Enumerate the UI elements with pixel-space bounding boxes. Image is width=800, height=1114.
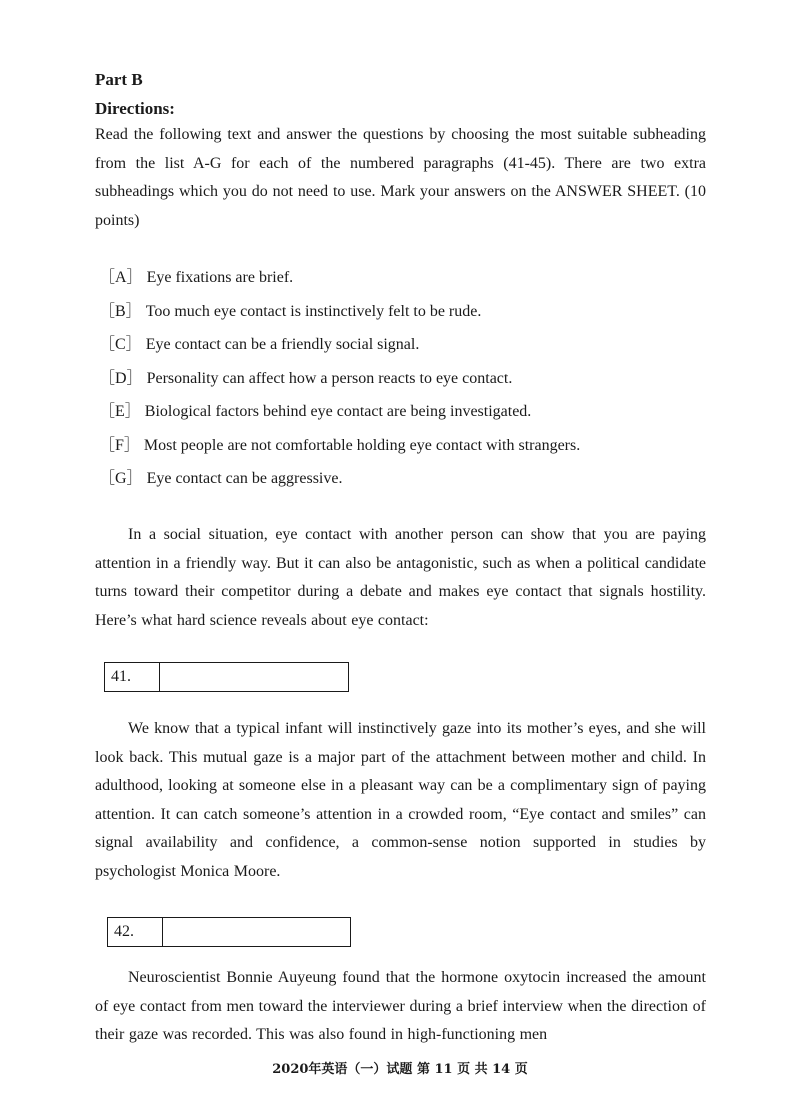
subheading-options bbox=[99, 266, 580, 501]
directions-title: Directions: bbox=[95, 99, 175, 118]
option-a bbox=[99, 266, 580, 300]
option-e bbox=[99, 400, 580, 434]
answer-box-41 bbox=[104, 662, 349, 692]
option-g bbox=[99, 467, 580, 501]
option-b bbox=[99, 300, 580, 334]
answer-box-42 bbox=[107, 917, 351, 947]
option-letter: ［E］ bbox=[99, 403, 141, 420]
answer-slot bbox=[160, 663, 348, 691]
option-f bbox=[99, 434, 580, 468]
option-letter: ［A］ bbox=[99, 269, 143, 286]
option-letter: ［G］ bbox=[99, 470, 143, 487]
part-title: Part B bbox=[95, 70, 143, 89]
option-text: Personality can affect how a person reacts to eye contact. bbox=[146, 369, 513, 387]
option-letter: ［D］ bbox=[99, 369, 143, 387]
directions-text: Read the following text and answer the questions by choosing the most suitable subheading from the list A-G for each of the numbered paragraphs (41-45). There are two extra subheadings which you do not need to use. Mark your answers on the ANSWER SHEET. (10 points) bbox=[95, 126, 706, 229]
option-text: Eye contact can be a friendly social signal. bbox=[145, 336, 420, 353]
paragraph-41: We know that a typical infant will instinctively gaze into its mother’s eyes, and she will look back. This mutual gaze is a major part of the attachment between mother and child. In adulthood, looking at someone else in a pleasant way can be a complimentary sign of paying attention. It can catch someone’s attention in a crowded room, “Eye contact and smiles” can signal availability and confidence, a common-sense notion supported in studies by psychologist Monica Moore. bbox=[95, 720, 706, 880]
answer-box-number: 41. bbox=[105, 663, 160, 691]
option-text: Biological factors behind eye contact are being investigated. bbox=[144, 403, 532, 420]
option-c bbox=[99, 333, 580, 367]
paragraph-42: Neuroscientist Bonnie Auyeung found that the hormone oxytocin increased the amount of eye contact from men toward the interviewer during a brief interview when the direction of their gaze was recorded. This was also found in high-functioning men bbox=[95, 969, 706, 1043]
option-text: Most people are not comfortable holding eye contact with strangers. bbox=[143, 436, 581, 454]
option-text: Eye contact can be aggressive. bbox=[146, 470, 343, 487]
option-letter: ［C］ bbox=[99, 336, 142, 353]
option-text: Eye fixations are brief. bbox=[146, 269, 294, 286]
option-text: Too much eye contact is instinctively felt to be rude. bbox=[145, 302, 482, 320]
answer-slot bbox=[163, 918, 350, 946]
answer-box-number: 42. bbox=[108, 918, 163, 946]
option-letter: ［F］ bbox=[99, 436, 140, 454]
page-footer: 2020年英语（一）试题 第 11 页 共 14 页 bbox=[272, 1062, 528, 1077]
option-d bbox=[99, 367, 580, 401]
intro-paragraph: In a social situation, eye contact with another person can show that you are paying attention in a friendly way. But it can also be antagonistic, such as when a political candidate turns toward their competitor during a debate and makes eye contact that signals hostility. Here’s what hard science reveals about eye contact: bbox=[95, 526, 706, 629]
option-letter: ［B］ bbox=[99, 302, 142, 320]
